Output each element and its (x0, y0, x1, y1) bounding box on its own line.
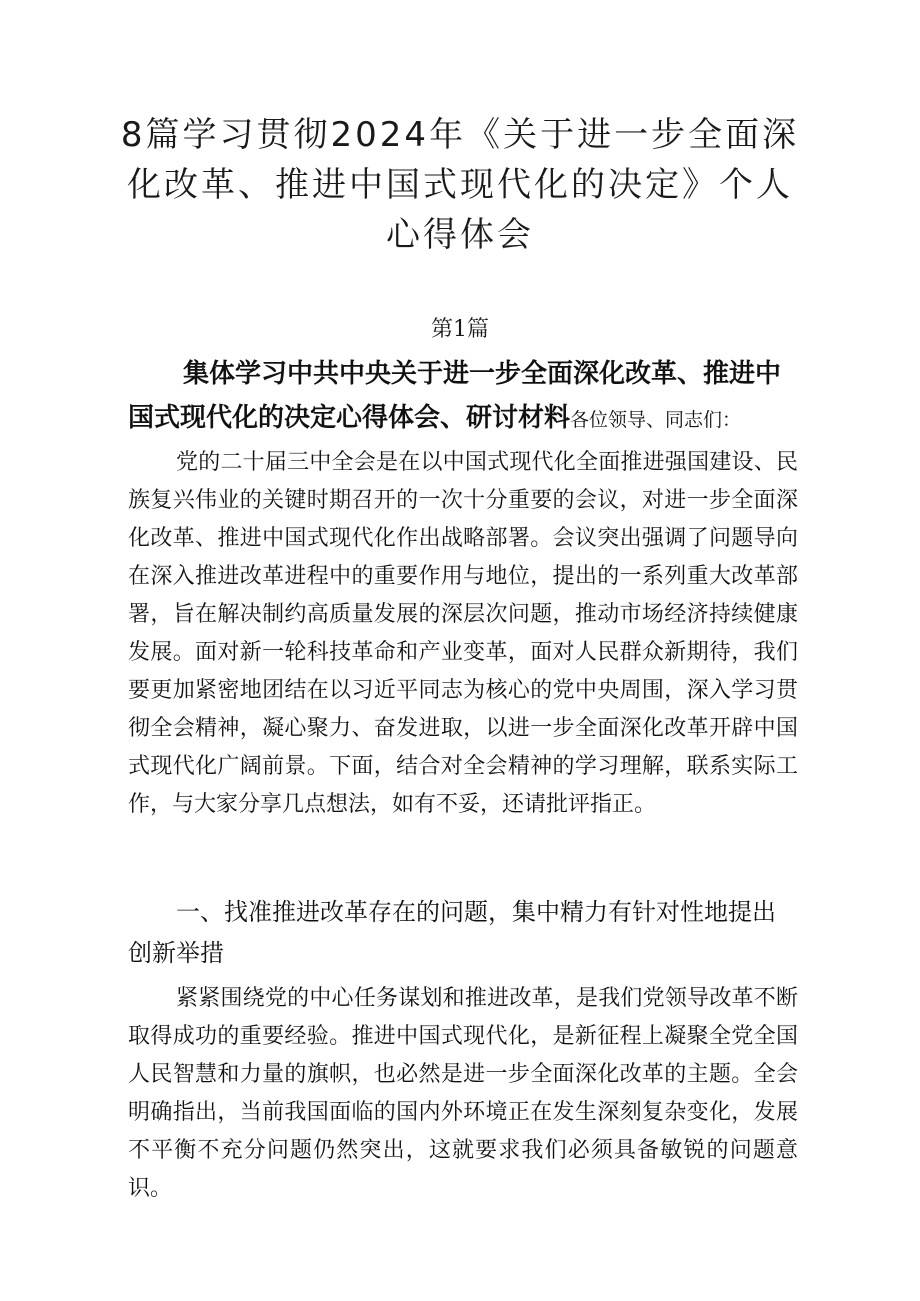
document-title: 8篇学习贯彻2024年《关于进一步全面深化改革、推进中国式现代化的决定》个人心得体会 (120, 115, 800, 255)
body-paragraph-2: 紧紧围绕党的中心任务谋划和推进改革，是我们党领导改革不断取得成功的重要经验。推进中国式现代化，是新征程上凝聚全党全国人民智慧和力量的旗帜，也必然是进一步全面深化改革的主题。全会明确指出，当前我国面临的国内外环境正在发生深刻复杂变化，发展不平衡不充分问题仍然突出，这就要求我们必须具备敏锐的问题意识。 (128, 986, 798, 1201)
article-heading (128, 352, 798, 442)
sub-heading-1: 一、找准推进改革存在的问题，集中精力有针对性地提出创新举措 (128, 898, 776, 967)
body-paragraph-1: 党的二十届三中全会是在以中国式现代化全面推进强国建设、民族复兴伟业的关键时期召开的一次十分重要的会议，对进一步全面深化改革、推进中国式现代化作出战略部署。会议突出强调了问题导向在深入推进改革进程中的重要作用与地位，提出的一系列重大改革部署，旨在解决制约高质量发展的深层次问题，推动市场经济持续健康发展。面对新一轮科技革命和产业变革，面对人民群众新期待，我们要更加紧密地团结在以习近平同志为核心的党中央周围，深入学习贯彻全会精神，凝心聚力、奋发进取，以进一步全面深化改革开辟中国式现代化广阔前景。下面，结合对全会精神的学习理解，联系实际工作，与大家分享几点想法，如有不妥，还请批评指正。 (128, 450, 798, 817)
salutation: 各位领导、同志们： (570, 409, 742, 431)
article-heading-text: 集体学习中共中央关于进一步全面深化改革、推进中国式现代化的决定心得体会、研讨材料 (128, 359, 782, 433)
section-label: 第1篇 (431, 317, 489, 342)
